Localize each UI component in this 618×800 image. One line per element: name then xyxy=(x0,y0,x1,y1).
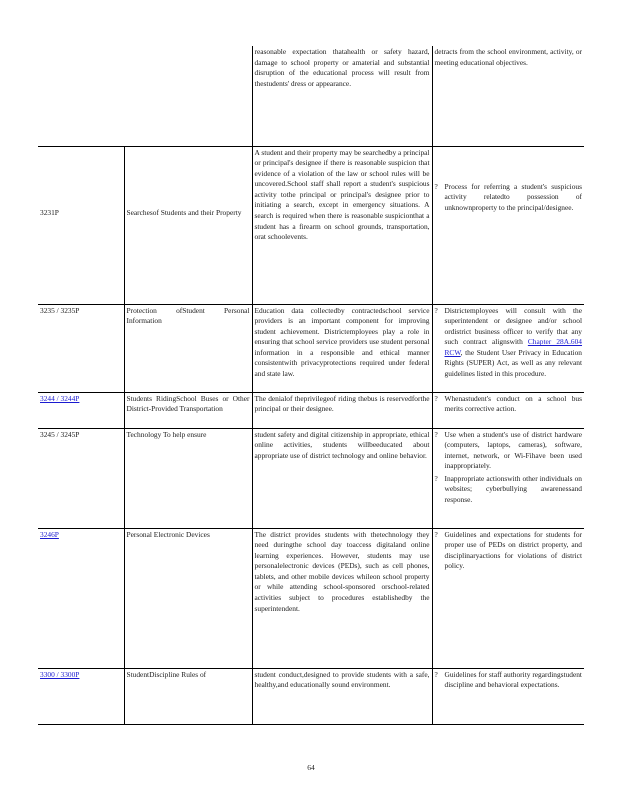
policy-outcomes-cell xyxy=(432,428,584,528)
outcome-text-before: Districtemployees will consult with the superintendent or designee and/or school ordistrict business officer to verify that any such contract alignswith xyxy=(444,305,582,347)
policy-description-cell xyxy=(252,668,432,724)
page-number: 64 xyxy=(307,763,315,772)
policy-number: 3231P xyxy=(40,207,59,217)
policy-description-cell xyxy=(252,146,432,304)
outcome-item xyxy=(435,670,583,691)
outcome-text xyxy=(445,306,583,379)
outcome-item xyxy=(435,47,583,68)
policy-title: StudentDiscipline Rules of xyxy=(126,669,207,679)
policy-title: Technology To help ensure xyxy=(126,429,207,439)
policy-number-cell xyxy=(38,46,124,146)
policy-description-cell xyxy=(252,392,432,428)
bullet-icon: ? xyxy=(434,473,438,483)
outcome-item xyxy=(435,474,583,506)
bullet-icon: ? xyxy=(434,669,438,679)
policy-description-cell xyxy=(252,428,432,528)
policy-title-cell xyxy=(124,304,252,392)
policy-number-cell xyxy=(38,428,124,528)
table-row xyxy=(38,146,584,304)
policy-number-cell xyxy=(38,392,124,428)
policy-description: The denialof theprivilegeof riding thebus is reservedforthe principal or their designee. xyxy=(254,393,430,414)
table-row xyxy=(38,668,584,724)
policy-number-cell xyxy=(38,146,124,304)
outcome-text: detracts from the school environment, activity, or meeting educational objectives. xyxy=(434,47,582,67)
policy-outcomes-cell xyxy=(432,146,584,304)
policy-description: reasonable expectation thatahealth or safety hazard, damage to school property or amaterial and substantial disruption of the educational process will result from thestudents' dress or appearance. xyxy=(254,47,430,88)
outcome-text: Whenastudent's conduct on a school bus merits corrective action. xyxy=(444,393,582,414)
outcome-text: Guidelines and expectations for students for proper use of PEDs on district property, and disciplinaryactions for violations of district policy. xyxy=(444,529,582,571)
table-row xyxy=(38,304,584,392)
policy-number-cell xyxy=(38,668,124,724)
policy-description: student conduct,designed to provide students with a safe, healthy,and educationally sound environment. xyxy=(254,669,430,690)
bullet-icon: ? xyxy=(434,529,438,539)
policy-outcomes-cell xyxy=(432,46,584,146)
outcome-item xyxy=(435,430,583,472)
policy-number-link[interactable]: 3246P xyxy=(40,529,59,539)
policy-description-cell xyxy=(252,528,432,668)
outcome-item xyxy=(435,182,583,214)
bullet-icon: ? xyxy=(434,305,438,315)
policy-description-cell xyxy=(252,46,432,146)
policy-title: Personal Electronic Devices xyxy=(126,529,210,539)
bullet-icon: ? xyxy=(434,429,438,439)
policy-title-cell xyxy=(124,46,252,146)
policy-number-cell xyxy=(38,304,124,392)
policy-title-cell xyxy=(124,428,252,528)
policy-outcomes-cell xyxy=(432,392,584,428)
policy-number-cell xyxy=(38,528,124,668)
outcome-item xyxy=(435,306,583,380)
bullet-icon: ? xyxy=(434,393,438,403)
policy-description-cell xyxy=(252,304,432,392)
policy-title-cell xyxy=(124,392,252,428)
outcome-text-after: , the Student User Privacy in Education Rights (SUPER) Act, as well as any relevant guidelines listed in this procedure. xyxy=(444,347,582,379)
table-row xyxy=(38,428,584,528)
table-row xyxy=(38,46,584,146)
outcome-text: Use when a student's use of district hardware (computers, laptops, cameras), software, internet, network, or Wi-Fihave been used inappropriately. xyxy=(444,429,582,471)
rcw-chapter-link[interactable]: Chapter 28A.604 RCW xyxy=(444,337,583,357)
policy-outcomes-cell xyxy=(432,528,584,668)
policy-table xyxy=(38,46,584,725)
policy-description: A student and their property may be searchedby a principal or principal's designee if there is reasonable suspicion that evidence of a violation of the law or school rules will be uncovered.School staff shall report a student's suspicious activity tothe principal or principal's designee prior to initiating a search, except in emergency situations. A search is required when there is reasonable suspicionthat a student has a firearm on school grounds, transportation, orat schoolevents. xyxy=(254,147,430,242)
policy-description: student safety and digital citizenship in appropriate, ethical online activities, students willbeeducated about appropriate use of district technology and online behavior. xyxy=(254,429,430,460)
policy-outcomes-cell xyxy=(432,304,584,392)
policy-title: Students RidingSchool Buses or Other District-Provided Transportation xyxy=(126,393,250,414)
policy-number: 3245 / 3245P xyxy=(40,429,80,439)
policy-table-page xyxy=(38,46,584,725)
table-row xyxy=(38,528,584,668)
outcome-text: Inappropriate actionswith other individuals on websites; cyberbullying awarenessand response. xyxy=(444,473,582,505)
policy-title-cell xyxy=(124,146,252,304)
policy-description: The district provides students with thetechnology they need duringthe school day toaccess digitaland online learning experiences. However, students may use personalelectronic devices (PEDs), such as cell phones, tablets, and other mobile devices whileon school property or while attending school-sponsored orschool-related activities subject to procedures establishedby the superintendent. xyxy=(254,529,430,613)
outcome-item xyxy=(435,394,583,415)
bullet-icon: ? xyxy=(434,181,438,191)
policy-table-body xyxy=(38,46,584,724)
policy-number-link[interactable]: 3300 / 3300P xyxy=(40,669,80,679)
policy-number-link[interactable]: 3244 / 3244P xyxy=(40,393,80,403)
policy-title: Protection ofStudent Personal Information xyxy=(126,305,250,326)
policy-description: Education data collectedby contractedschool service providers is an important component for improving student achievement. Districtemployees play a role in ensuring that school service providers use student personal information in a responsible and ethical manner consistentwith privacyprotections required under federal and state law. xyxy=(254,305,430,379)
outcome-item xyxy=(435,530,583,572)
policy-title-cell xyxy=(124,528,252,668)
outcome-text: Guidelines for staff authority regardingstudent discipline and behavioral expectations. xyxy=(444,669,582,690)
policy-title-cell xyxy=(124,668,252,724)
outcome-text: Process for referring a student's suspicious activity relatedto possession of unknownproperty to the principal/designee. xyxy=(444,181,582,212)
policy-outcomes-cell xyxy=(432,668,584,724)
policy-number: 3235 / 3235P xyxy=(40,305,80,315)
table-row xyxy=(38,392,584,428)
policy-title: Searchesof Students and their Property xyxy=(126,207,242,217)
